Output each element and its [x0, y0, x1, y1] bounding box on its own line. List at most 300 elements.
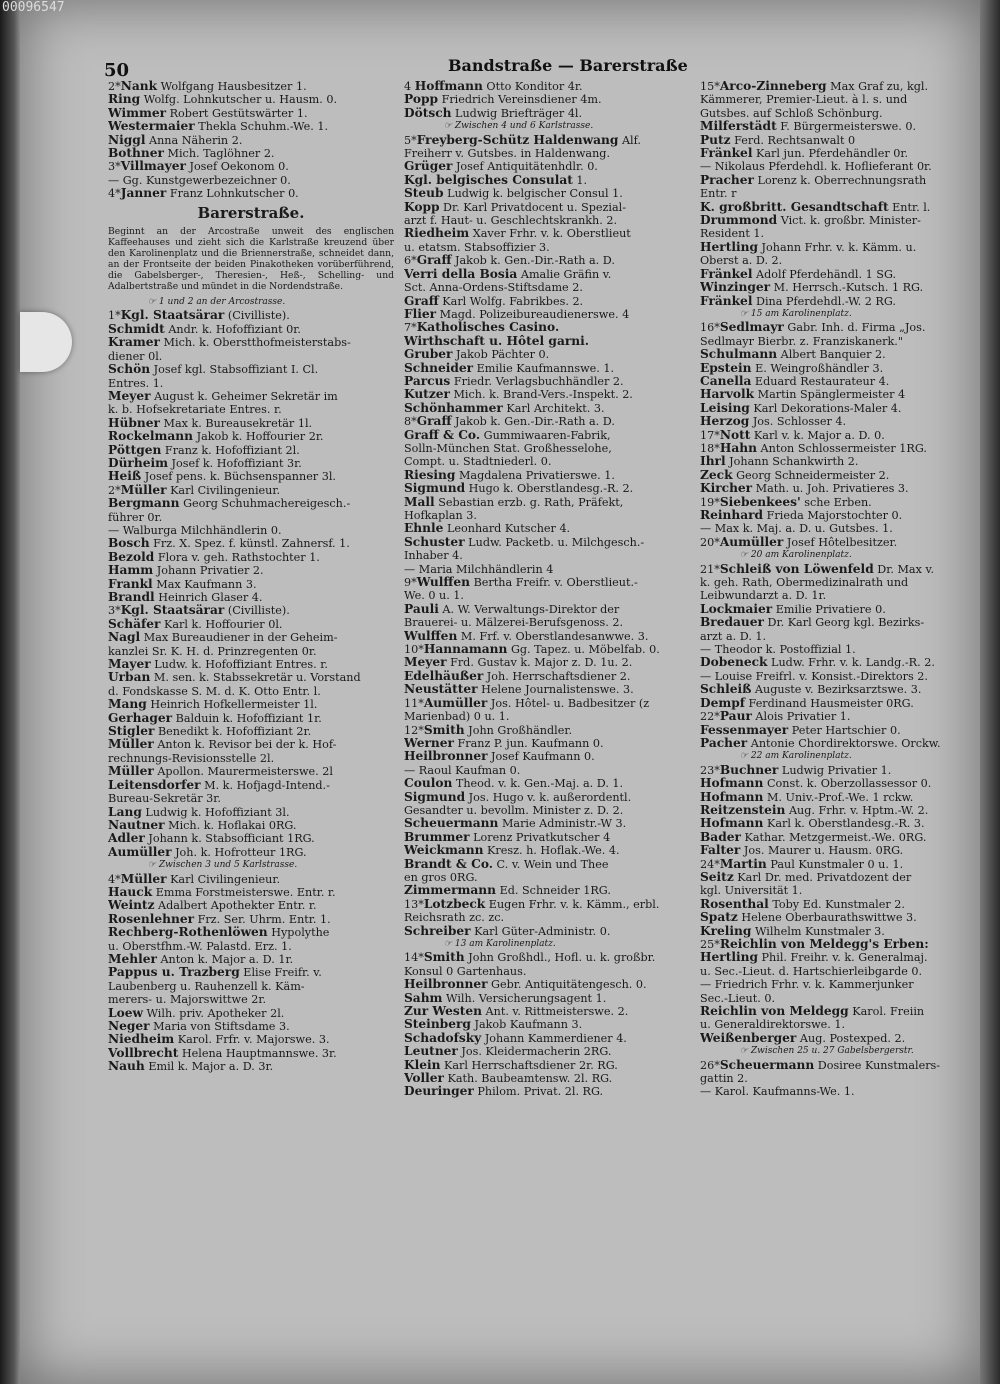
house-number: 25*: [700, 938, 720, 951]
resident-name: Hofmann: [700, 790, 764, 804]
directory-entry: [404, 147, 690, 160]
resident-detail: Franz Lohnkutscher 0.: [166, 187, 299, 201]
resident-name: Kgl. Staatsärar: [120, 604, 225, 618]
resident-detail: Karol. Frfr. v. Majorswe. 3.: [174, 1033, 330, 1047]
resident-detail: Amalie Gräfin v.: [517, 267, 612, 281]
resident-detail: John Großhdl., Hofl. u. k. großbr.: [464, 951, 656, 965]
resident-name: Rechberg-Rothenlöwen: [108, 926, 268, 940]
resident-detail: Maria Milchhändlerin 4: [418, 562, 554, 576]
directory-entry: [108, 107, 394, 120]
directory-entry: [404, 871, 690, 884]
resident-name: Brandt & Co.: [404, 857, 493, 871]
resident-detail: Anton k. Revisor bei der k. Hof-: [153, 738, 337, 752]
resident-name: Adler: [108, 832, 145, 846]
resident-name: Vollbrecht: [108, 1046, 179, 1060]
directory-entry: [108, 1047, 394, 1060]
resident-name: Voller: [404, 1072, 444, 1086]
resident-detail: Johann k. Stabsofficiant 1RG.: [144, 832, 315, 846]
column-1: [108, 80, 394, 1074]
resident-name: Heilbronner: [404, 750, 488, 764]
resident-detail: Dina Pferdehdl.-W. 2 RG.: [752, 294, 896, 308]
directory-entry: [700, 831, 972, 844]
resident-name: Schulmann: [700, 348, 778, 362]
resident-detail: Gebr. Antiquitätengesch. 0.: [487, 978, 647, 992]
resident-name: Villmayer: [120, 160, 186, 174]
resident-detail: u. Oberstfhm.-W. Palastd. Erz. 1.: [108, 939, 292, 953]
resident-detail: Mich. Taglöhner 2.: [163, 147, 275, 161]
resident-detail: Karl k. Hoffourier 0l.: [160, 617, 283, 631]
directory-entry: [700, 1072, 972, 1085]
resident-name: Rosenlehner: [108, 912, 195, 926]
resident-detail: Joh. Herrschaftsdiener 2.: [483, 669, 631, 683]
directory-entry: [404, 764, 690, 777]
directory-entry: [404, 308, 690, 321]
resident-name: Zimmermann: [404, 884, 497, 898]
directory-entry: [404, 1018, 690, 1031]
directory-entry: [700, 965, 972, 978]
resident-name: Reichlin von Meldegg's Erben:: [719, 938, 929, 951]
directory-entry: [700, 415, 972, 428]
directory-entry: [700, 643, 972, 656]
resident-detail: Ludw. Packetb. u. Milchgesch.-: [464, 535, 645, 549]
resident-name: Deuringer: [404, 1085, 474, 1099]
resident-detail: u. etatsm. Stabsoffizier 3.: [404, 240, 550, 254]
resident-detail: Entres. 1.: [108, 376, 164, 390]
resident-detail: Johann Frhr. v. k. Kämm. u.: [757, 240, 917, 254]
directory-entry: [108, 926, 394, 939]
directory-entry: [404, 469, 690, 482]
resident-detail: arzt a. D. 1.: [700, 629, 767, 643]
directory-entry: [108, 1060, 394, 1073]
resident-detail: Resident 1.: [700, 227, 765, 241]
directory-entry: [404, 817, 690, 830]
house-number: 23*: [700, 763, 720, 777]
resident-detail: Laubenberg u. Rauhenzell k. Käm-: [108, 979, 305, 993]
resident-name: Nagl: [108, 631, 141, 645]
resident-name: Hauck: [108, 885, 153, 899]
resident-name: Schuster: [404, 535, 465, 549]
directory-entry: [404, 187, 690, 200]
directory-entry: [700, 777, 972, 790]
house-number: —: [700, 522, 715, 536]
resident-name: Falter: [700, 844, 741, 858]
directory-entry: [108, 765, 394, 778]
directory-entry: [108, 390, 394, 403]
resident-name: Wimmer: [108, 106, 167, 120]
directory-entry: [404, 643, 690, 656]
resident-detail: Max k. Bureausekretär 1l.: [159, 416, 313, 430]
resident-detail: Sec.-Lieut. 0.: [700, 991, 776, 1005]
directory-entry: [404, 496, 690, 509]
resident-detail: Marienbad) 0 u. 1.: [404, 710, 510, 724]
resident-name: Weintz: [108, 899, 155, 913]
resident-detail: Karol. Freiin: [848, 1005, 925, 1019]
resident-detail: C. v. Wein und Thee: [492, 857, 609, 871]
section-marker: ☞ 22 am Karolinenplatz.: [740, 751, 852, 762]
resident-name: Smith: [423, 951, 465, 965]
resident-name: Seitz: [700, 870, 734, 884]
resident-detail: Ludwig k. belgischer Consul 1.: [443, 187, 623, 201]
resident-name: Graff & Co.: [404, 428, 481, 442]
resident-detail: Kresz. h. Hoflak.-We. 4.: [483, 844, 620, 858]
directory-entry: [700, 281, 972, 294]
directory-entry: [700, 563, 972, 576]
resident-name: Schön: [108, 363, 151, 377]
resident-name: Epstein: [700, 361, 752, 375]
house-number: —: [404, 562, 419, 576]
directory-entry: [108, 752, 394, 765]
directory-entry: [700, 1018, 972, 1031]
resident-name: Edelhäußer: [404, 669, 484, 683]
resident-name: Riesing: [404, 468, 456, 482]
directory-entry: [404, 201, 690, 214]
resident-detail: 1.: [572, 173, 588, 187]
resident-name: Werner: [404, 736, 454, 750]
resident-detail: Aug. Frhr. v. Hptm.-W. 2.: [785, 803, 929, 817]
resident-detail: Thekla Schuhm.-We. 1.: [194, 120, 329, 134]
directory-entry: [404, 750, 690, 763]
resident-detail: Jakob Kaufmann 3.: [470, 1018, 583, 1032]
resident-detail: Oberst a. D. 2.: [700, 254, 783, 268]
directory-entry: [404, 268, 690, 281]
directory-entry: [700, 925, 972, 938]
resident-detail: M. Herrsch.-Kutsch. 1 RG.: [770, 281, 924, 295]
resident-detail: Louise Freifrl. v. Konsist.-Direktors 2.: [714, 669, 928, 683]
resident-detail: Albert Banquier 2.: [777, 348, 886, 362]
resident-detail: Frd. Gustav k. Major z. D. 1u. 2.: [446, 656, 633, 670]
directory-entry: [700, 804, 972, 817]
resident-name: Flier: [404, 307, 437, 321]
directory-entry: [108, 846, 394, 859]
directory-entry: [108, 497, 394, 510]
resident-detail: Ed. Schneider 1RG.: [496, 884, 611, 898]
resident-name: Meyer: [404, 656, 447, 670]
resident-detail: arzt f. Haut- u. Geschlechtskrankh. 2.: [404, 214, 618, 228]
street-description: Beginnt an der Arcostraße unweit des englischen Kaffeehauses und zieht sich die Karlstraße kreuzend über den Karolinenplatz und die Briennerstraße, schneidet dann, an der Frontseite der beiden Pinakotheken vorüberführend, die Gabelsberger-, Theresien-, Heß-, Schelling- und Adalbertstraße und mündet in die Nordendstraße.: [108, 226, 394, 293]
directory-entry: [108, 403, 394, 416]
directory-entry: [404, 522, 690, 535]
resident-name: Aumüller: [108, 845, 172, 859]
directory-entry: [108, 457, 394, 470]
resident-detail: Inhaber 4.: [404, 549, 463, 563]
resident-name: Gerhager: [108, 711, 173, 725]
resident-name: Zur Westen: [404, 1005, 482, 1019]
directory-entry: [700, 951, 972, 964]
resident-name: Loew: [108, 1006, 143, 1020]
directory-entry: [404, 697, 690, 710]
directory-entry: [108, 1007, 394, 1020]
resident-name: Meyer: [108, 389, 151, 403]
resident-detail: Kathar. Metzgermeist.-We. 0RG.: [740, 830, 927, 844]
directory-entry: [108, 806, 394, 819]
directory-entry: [700, 442, 972, 455]
resident-detail: Gabr. Inh. d. Firma „Jos.: [783, 321, 926, 335]
resident-detail: Jakob k. Gen.-Dir.-Rath a. D.: [451, 415, 615, 429]
resident-detail: Wilhelm Kunstmaler 3.: [751, 924, 885, 938]
resident-detail: Franz P. jun. Kaufmann 0.: [453, 736, 604, 750]
directory-entry: [404, 80, 690, 93]
resident-name: Janner: [120, 187, 167, 201]
resident-name: Neustätter: [404, 683, 478, 697]
directory-entry: [700, 509, 972, 522]
resident-name: Lotzbeck: [423, 897, 486, 911]
resident-name: Schleiß: [700, 683, 752, 697]
directory-entry: [108, 873, 394, 886]
directory-entry: [700, 214, 972, 227]
resident-detail: Frieda Majorstochter 0.: [763, 509, 903, 522]
resident-detail: Emma Forstmeisterswe. Entr. r.: [152, 885, 336, 899]
resident-name: Graff: [416, 254, 452, 268]
directory-entry: [108, 618, 394, 631]
resident-name: Dötsch: [404, 106, 452, 120]
resident-detail: Josef pens. k. Büchsenspanner 3l.: [141, 470, 336, 484]
resident-detail: Entr. l.: [888, 200, 931, 214]
resident-detail: Karol. Kaufmanns-We. 1.: [714, 1085, 855, 1099]
directory-entry: [700, 469, 972, 482]
resident-detail: F. Bürgermeisterswe. 0.: [776, 120, 917, 134]
house-number: 16*: [700, 321, 720, 335]
resident-detail: Apollon. Maurermeisterswe. 2l: [153, 765, 333, 779]
resident-detail: Otto Konditor 4r.: [482, 80, 583, 93]
section-marker: ☞ Zwischen 4 und 6 Karlstrasse.: [444, 121, 594, 132]
resident-name: Müller: [120, 483, 167, 497]
resident-detail: k. b. Hofsekretariate Entres. r.: [108, 403, 282, 417]
resident-name: Brummer: [404, 830, 470, 844]
resident-detail: Jos. Maurer u. Hausm. 0RG.: [740, 844, 904, 858]
directory-entry: [404, 656, 690, 669]
resident-detail: Hofkaplan 3.: [404, 509, 477, 522]
directory-entry: [108, 537, 394, 550]
resident-detail: Balduin k. Hofoffiziant 1r.: [172, 711, 322, 725]
resident-detail: Marie Administr.-W 3.: [498, 817, 627, 831]
directory-entry: [404, 603, 690, 616]
directory-entry: [404, 107, 690, 120]
house-number: 18*: [700, 441, 720, 455]
resident-name: Müller: [108, 765, 154, 779]
directory-entry: [700, 710, 972, 723]
house-number: 4*: [108, 187, 121, 201]
resident-detail: Helene Journalistenswe. 3.: [477, 683, 634, 697]
book-spine: [0, 0, 20, 1384]
resident-name: Mayer: [108, 658, 151, 672]
directory-entry: [404, 536, 690, 549]
directory-entry: [404, 509, 690, 522]
resident-name: Heilbronner: [404, 978, 488, 992]
directory-entry: [404, 616, 690, 629]
resident-detail: Kath. Baubeamtensw. 2l. RG.: [443, 1072, 613, 1086]
resident-name: Wirthschaft u. Hôtel garni.: [404, 334, 589, 348]
directory-entry: [404, 1005, 690, 1018]
directory-entry: [404, 925, 690, 938]
directory-entry: [404, 804, 690, 817]
resident-detail: Robert Gestütswärter 1.: [166, 106, 308, 120]
resident-name: Hofmann: [700, 777, 764, 791]
directory-entry: [108, 1020, 394, 1033]
resident-name: Wulffen: [416, 576, 471, 590]
directory-entry: [108, 160, 394, 173]
directory-entry: [404, 241, 690, 254]
directory-entry: [108, 712, 394, 725]
directory-entry: [700, 107, 972, 120]
section-marker: ☞ Zwischen 25 u. 27 Gabelsbergerstr.: [740, 1046, 914, 1057]
directory-entry: [404, 321, 690, 334]
resident-name: Hertling: [700, 240, 758, 254]
resident-detail: Frz. X. Spez. f. künstl. Zahnersf. 1.: [149, 537, 350, 551]
directory-entry: [700, 1005, 972, 1018]
resident-name: Rockelmann: [108, 430, 194, 444]
house-number: 12*: [404, 723, 424, 737]
directory-entry: [700, 201, 972, 214]
directory-entry: [700, 817, 972, 830]
resident-detail: u. Sec.-Lieut. d. Hartschierleibgarde 0.: [700, 964, 923, 978]
directory-entry: [700, 911, 972, 924]
directory-entry: [700, 160, 972, 173]
directory-entry: [700, 697, 972, 710]
resident-detail: Toby Ed. Kunstmaler 2.: [768, 897, 905, 911]
house-number: 8*: [404, 415, 417, 429]
directory-entry: [700, 362, 972, 375]
section-marker: ☞ 1 und 2 an der Arcostrasse.: [148, 297, 286, 308]
resident-name: Fränkel: [700, 294, 753, 308]
directory-entry: [108, 430, 394, 443]
resident-detail: A. W. Verwaltungs-Direktor der: [438, 602, 620, 616]
resident-detail: Elise Freifr. v.: [239, 966, 322, 980]
section-marker: ☞ 15 am Karolinenplatz.: [740, 308, 852, 319]
directory-entry: [108, 953, 394, 966]
resident-name: Canella: [700, 374, 752, 388]
resident-detail: Sedlmayr Bierbr. z. Franziskanerk.": [700, 334, 903, 348]
resident-detail: Mich. k. Brand-Vers.-Inspekt. 2.: [449, 388, 633, 402]
resident-detail: Lorenz k. Oberrechnungsrath: [753, 173, 927, 187]
directory-entry: [404, 1032, 690, 1045]
directory-entry: [108, 604, 394, 617]
resident-name: Pöttgen: [108, 443, 162, 457]
directory-entry: [108, 564, 394, 577]
directory-entry: [700, 375, 972, 388]
resident-detail: Max Bureaudiener in der Geheim-: [140, 631, 338, 645]
directory-entry: [700, 388, 972, 401]
directory-entry: [700, 482, 972, 495]
directory-entry: [700, 737, 972, 750]
directory-entry: [108, 725, 394, 738]
directory-entry: [700, 898, 972, 911]
resident-detail: Anna Näherin 2.: [145, 133, 243, 147]
directory-entry: [108, 147, 394, 160]
house-number: —: [700, 669, 715, 683]
directory-entry: [108, 323, 394, 336]
directory-entry: [108, 484, 394, 497]
resident-detail: Ludwig Privatier 1.: [778, 763, 892, 777]
resident-name: Riedheim: [404, 227, 470, 241]
house-number: 17*: [700, 428, 720, 442]
running-head: Bandstraße — Barerstraße: [448, 56, 688, 75]
house-number: 1*: [108, 309, 121, 323]
resident-detail: Wilh. priv. Apotheker 2l.: [142, 1006, 285, 1020]
resident-name: Bader: [700, 830, 741, 844]
resident-name: Popp: [404, 93, 439, 107]
directory-entry: [404, 630, 690, 643]
directory-entry: [404, 831, 690, 844]
resident-name: Grüger: [404, 160, 453, 174]
directory-entry: [404, 160, 690, 173]
resident-detail: Emil k. Major a. D. 3r.: [144, 1060, 274, 1074]
directory-entry: [108, 913, 394, 926]
resident-detail: Georg Schneidermeister 2.: [732, 468, 890, 482]
resident-detail: Freiherr v. Gutsbes. in Haldenwang.: [404, 147, 611, 161]
resident-detail: Reichsrath zc. zc.: [404, 911, 505, 925]
directory-entry: [108, 940, 394, 953]
resident-detail: merers- u. Majorswittwe 2r.: [108, 993, 267, 1007]
directory-entry: [108, 819, 394, 832]
directory-entry: [700, 120, 972, 133]
directory-entry: [700, 321, 972, 334]
resident-detail: Alois Privatier 1.: [751, 710, 851, 724]
resident-detail: Solln-München Stat. Großhesselohe,: [404, 441, 612, 455]
directory-entry: [700, 522, 972, 535]
house-number: 4: [404, 80, 415, 93]
resident-detail: Wolfgang Hausbesitzer 1.: [157, 80, 307, 93]
resident-detail: Ferd. Rechtsanwalt 0: [730, 133, 856, 147]
resident-detail: Dr. Max v.: [873, 562, 935, 576]
resident-detail: Anton Schlossermeister 1RG.: [756, 441, 927, 455]
resident-name: Verri della Bosia: [404, 267, 518, 281]
resident-detail: Friedr. Verlagsbuchhändler 2.: [450, 374, 624, 388]
resident-name: Putz: [700, 133, 731, 147]
resident-name: Nauh: [108, 1060, 145, 1074]
resident-name: Winzinger: [700, 281, 771, 295]
resident-name: Aumüller: [423, 696, 488, 710]
resident-name: Arco-Zinneberg: [719, 80, 827, 93]
resident-name: Müller: [120, 872, 167, 886]
resident-detail: Dosiree Kunstmalers-: [814, 1058, 941, 1072]
resident-detail: (Civilliste).: [224, 309, 290, 323]
resident-detail: Antonie Chordirektorswe. Orckw.: [747, 736, 941, 750]
resident-name: Aumüller: [719, 535, 784, 549]
house-number: —: [404, 763, 419, 777]
directory-entry: [108, 80, 394, 93]
directory-entry: [404, 965, 690, 978]
resident-detail: Magdalena Privatierswe. 1.: [455, 468, 615, 482]
resident-name: Katholisches Casino.: [416, 321, 560, 335]
resident-name: Ehnle: [404, 522, 444, 536]
resident-detail: Xaver Frhr. v. k. Oberstlieut: [469, 227, 631, 241]
resident-name: Fessenmayer: [700, 723, 789, 737]
resident-name: Ihrl: [700, 455, 726, 469]
directory-entry: [404, 683, 690, 696]
directory-entry: [700, 147, 972, 160]
directory-entry: [404, 884, 690, 897]
directory-entry: [700, 938, 972, 951]
resident-detail: Gg. Tapez. u. Möbelfab. 0.: [507, 643, 660, 657]
resident-name: Schäfer: [108, 617, 161, 631]
resident-detail: Eugen Frhr. v. k. Kämm., erbl.: [485, 897, 660, 911]
resident-name: Sigmund: [404, 482, 466, 496]
resident-detail: Karl Herrschaftsdiener 2r. RG.: [440, 1058, 618, 1072]
resident-name: Klein: [404, 1058, 441, 1072]
resident-name: Kopp: [404, 200, 440, 214]
directory-entry: [404, 482, 690, 495]
resident-name: Kreling: [700, 924, 752, 938]
directory-entry: [404, 563, 690, 576]
page-number: 50: [104, 60, 130, 81]
directory-entry: [700, 576, 972, 589]
resident-name: Bothner: [108, 147, 164, 161]
directory-entry: [108, 685, 394, 698]
resident-detail: Martin Spänglermeister 4: [754, 388, 906, 402]
resident-name: Kgl. belgisches Consulat: [404, 173, 573, 187]
resident-name: Kramer: [108, 336, 160, 350]
resident-name: Freyberg-Schütz Haldenwang: [416, 133, 619, 147]
